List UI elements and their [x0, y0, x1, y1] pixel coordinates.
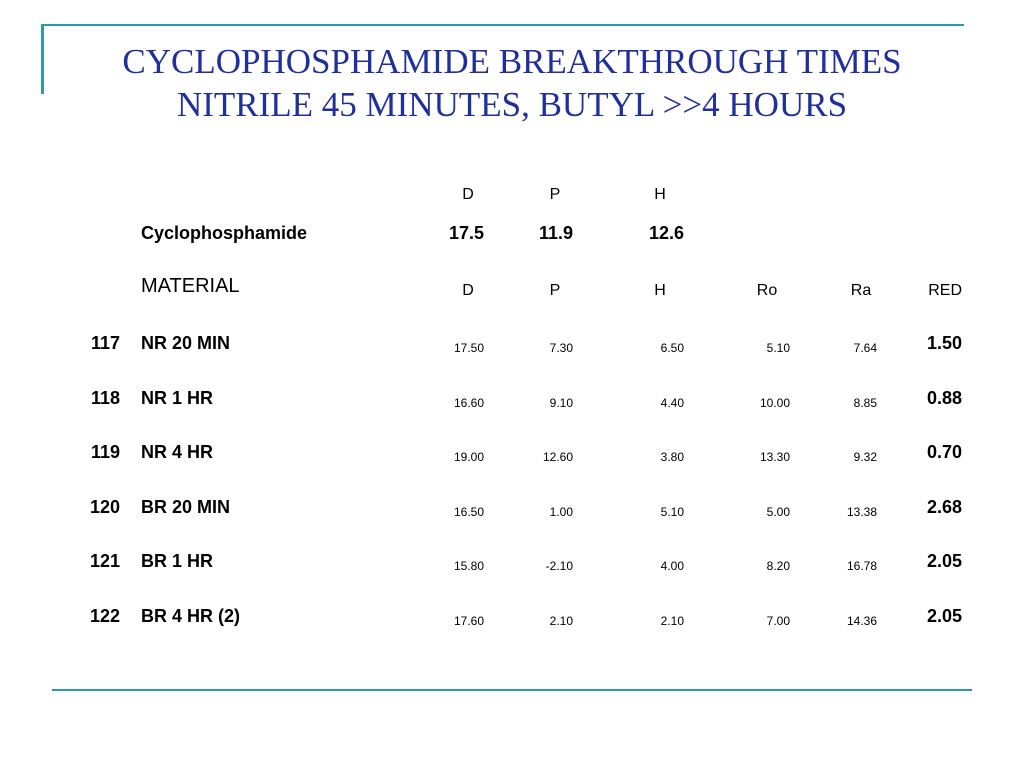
row-d: 16.50 [453, 505, 484, 519]
row-p: 12.60 [542, 450, 573, 464]
row-ro: 7.00 [766, 614, 790, 628]
row-ra: 16.78 [846, 559, 877, 573]
row-ro: 5.00 [766, 505, 790, 519]
material-header-h: H [654, 282, 666, 299]
solvent-header-d: D [462, 186, 474, 203]
row-ro: 8.20 [766, 559, 790, 573]
row-id: 118 [90, 388, 120, 408]
row-h: 4.40 [660, 396, 684, 410]
material-header: MATERIAL [141, 275, 240, 297]
row-red: 2.68 [926, 497, 962, 517]
material-header-ro: Ro [756, 282, 778, 299]
row-ro: 5.10 [766, 341, 790, 355]
material-header-ra: Ra [850, 282, 872, 299]
row-id: 122 [89, 606, 120, 626]
row-red: 2.05 [926, 551, 962, 571]
row-d: 16.60 [453, 396, 484, 410]
row-p: 9.10 [549, 396, 573, 410]
row-name: BR 1 HR [141, 551, 214, 571]
row-h: 6.50 [660, 341, 684, 355]
row-ro: 10.00 [759, 396, 790, 410]
row-d: 17.60 [453, 614, 484, 628]
row-p: -2.10 [545, 559, 573, 573]
row-p: 7.30 [549, 341, 573, 355]
solvent-header-p: P [549, 186, 561, 203]
row-ra: 7.64 [853, 341, 877, 355]
row-red: 2.05 [926, 606, 962, 626]
title-line-1: CYCLOPHOSPHAMIDE BREAKTHROUGH TIMES [122, 42, 902, 81]
material-header-red: RED [928, 282, 962, 299]
material-header-p: P [549, 282, 561, 299]
row-name: BR 4 HR (2) [141, 606, 241, 626]
row-ra: 8.85 [853, 396, 877, 410]
row-p: 2.10 [549, 614, 573, 628]
row-d: 15.80 [453, 559, 484, 573]
row-red: 1.50 [926, 333, 962, 353]
slide-title [44, 40, 980, 126]
solvent-header-h: H [654, 186, 666, 203]
row-ro: 13.30 [759, 450, 790, 464]
row-red: 0.70 [926, 442, 962, 462]
row-h: 4.00 [660, 559, 684, 573]
row-d: 17.50 [453, 341, 484, 355]
row-id: 117 [90, 333, 120, 353]
row-id: 121 [89, 551, 120, 571]
row-h: 5.10 [660, 505, 684, 519]
top-divider [44, 24, 964, 26]
bottom-divider [52, 689, 972, 691]
solvent-value-d: 17.5 [448, 223, 484, 243]
row-red: 0.88 [926, 388, 962, 408]
row-h: 3.80 [660, 450, 684, 464]
row-ra: 9.32 [853, 450, 877, 464]
solvent-name: Cyclophosphamide [141, 223, 308, 243]
row-p: 1.00 [549, 505, 573, 519]
title-line-2: NITRILE 45 MINUTES, BUTYL >>4 HOURS [176, 85, 848, 124]
solvent-value-h: 12.6 [648, 223, 684, 243]
row-id: 120 [89, 497, 120, 517]
row-name: BR 20 MIN [141, 497, 231, 517]
row-name: NR 4 HR [141, 442, 214, 462]
row-ra: 13.38 [846, 505, 877, 519]
row-ra: 14.36 [846, 614, 877, 628]
row-d: 19.00 [453, 450, 484, 464]
row-name: NR 1 HR [141, 388, 214, 408]
row-h: 2.10 [660, 614, 684, 628]
row-name: NR 20 MIN [141, 333, 231, 353]
row-id: 119 [90, 442, 120, 462]
solvent-value-p: 11.9 [538, 223, 573, 243]
material-header-d: D [462, 282, 474, 299]
